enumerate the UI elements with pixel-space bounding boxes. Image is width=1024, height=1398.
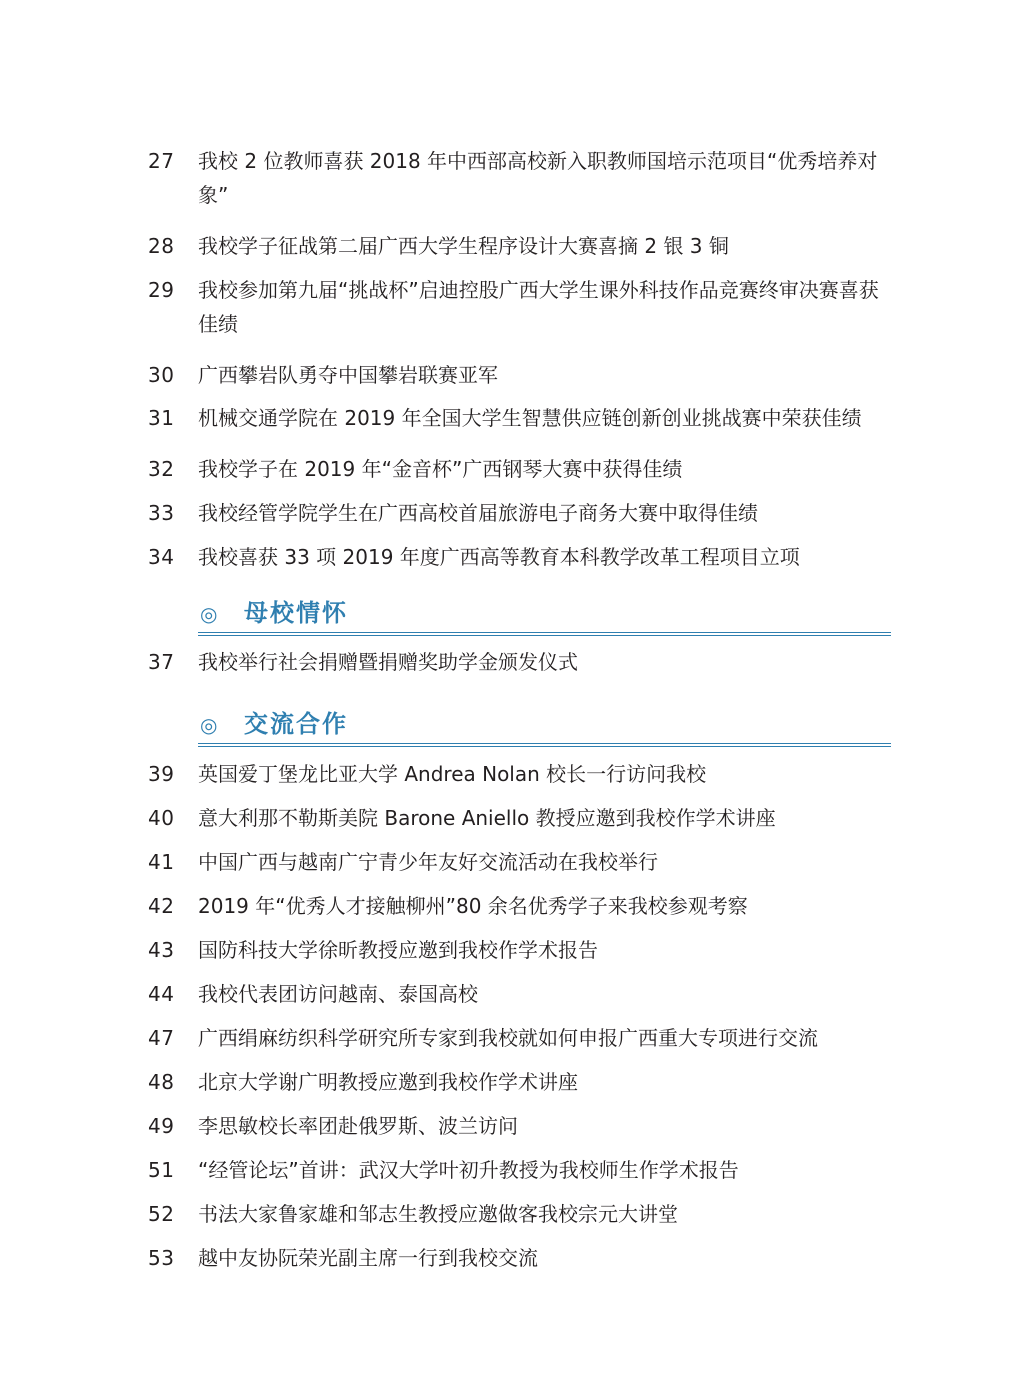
section-divider (198, 635, 891, 636)
toc-entry[interactable] (148, 1021, 898, 1055)
toc-entry[interactable] (148, 1153, 898, 1187)
entry-title: 我校喜获 33 项 2019 年度广西高等教育本科教学改革工程项目立项 (198, 545, 800, 569)
section-circle-icon: ◎ (200, 713, 218, 737)
entry-title: “经管论坛”首讲：武汉大学叶初升教授为我校师生作学术报告 (198, 1158, 739, 1182)
page-number: 33 (148, 501, 175, 525)
toc-entry[interactable] (148, 1197, 898, 1231)
toc-entry[interactable] (148, 1241, 898, 1275)
page-number: 34 (148, 545, 175, 569)
toc-entry[interactable] (148, 977, 898, 1011)
page-number: 53 (148, 1246, 175, 1270)
page-number: 43 (148, 938, 175, 962)
entry-title: 我校 2 位教师喜获 2018 年中西部高校新入职教师国培示范项目“优秀培养对象” (198, 149, 878, 207)
page-number: 27 (148, 149, 175, 173)
page-number: 31 (148, 406, 175, 430)
entry-title: 我校参加第九届“挑战杯”启迪控股广西大学生课外科技作品竞赛终审决赛喜获佳绩 (198, 278, 879, 336)
section-header-exchange (198, 707, 891, 747)
entry-title: 我校代表团访问越南、泰国高校 (198, 982, 478, 1006)
entry-title: 广西攀岩队勇夺中国攀岩联赛亚军 (198, 363, 498, 387)
page-number: 49 (148, 1114, 175, 1138)
entry-title: 机械交通学院在 2019 年全国大学生智慧供应链创新创业挑战赛中荣获佳绩 (198, 406, 862, 430)
toc-entry[interactable] (148, 801, 898, 835)
section-divider (198, 746, 891, 747)
entry-title: 李思敏校长率团赴俄罗斯、波兰访问 (198, 1114, 518, 1138)
section-header-alma-mater (198, 596, 891, 636)
entry-title: 北京大学谢广明教授应邀到我校作学术讲座 (198, 1070, 578, 1094)
toc-entry[interactable] (148, 1065, 898, 1099)
toc-entry[interactable] (148, 273, 898, 341)
page-number: 30 (148, 363, 175, 387)
toc-entry[interactable] (148, 229, 898, 263)
page-number: 29 (148, 278, 175, 302)
toc-entry[interactable] (148, 401, 898, 435)
section-divider (198, 743, 891, 744)
page-number: 48 (148, 1070, 175, 1094)
toc-entry[interactable] (148, 845, 898, 879)
page-number: 39 (148, 762, 175, 786)
section-divider (198, 632, 891, 633)
page-number: 41 (148, 850, 175, 874)
entry-title: 英国爱丁堡龙比亚大学 Andrea Nolan 校长一行访问我校 (198, 762, 707, 786)
toc-entry[interactable] (148, 358, 898, 392)
page-number: 51 (148, 1158, 175, 1182)
entry-title: 书法大家鲁家雄和邹志生教授应邀做客我校宗元大讲堂 (198, 1202, 678, 1226)
entry-title: 意大利那不勒斯美院 Barone Aniello 教授应邀到我校作学术讲座 (198, 806, 776, 830)
entry-title: 我校学子在 2019 年“金音杯”广西钢琴大赛中获得佳绩 (198, 457, 683, 481)
page-number: 40 (148, 806, 175, 830)
toc-entry[interactable] (148, 645, 898, 679)
toc-entry[interactable] (148, 757, 898, 791)
page-number: 47 (148, 1026, 175, 1050)
toc-entry[interactable] (148, 496, 898, 530)
toc-entry[interactable] (148, 540, 898, 574)
page-number: 44 (148, 982, 175, 1006)
page-number: 32 (148, 457, 175, 481)
toc-entry[interactable] (148, 889, 898, 923)
toc-entry[interactable] (148, 144, 898, 212)
toc-entry[interactable] (148, 933, 898, 967)
toc-entry[interactable] (148, 452, 898, 486)
entry-title: 广西绢麻纺织科学研究所专家到我校就如何申报广西重大专项进行交流 (198, 1026, 818, 1050)
section-title: 交流合作 (244, 709, 348, 738)
entry-title: 我校举行社会捐赠暨捐赠奖助学金颁发仪式 (198, 650, 578, 674)
toc-entry[interactable] (148, 1109, 898, 1143)
page-number: 42 (148, 894, 175, 918)
entry-title: 中国广西与越南广宁青少年友好交流活动在我校举行 (198, 850, 658, 874)
section-title: 母校情怀 (244, 598, 348, 627)
page-number: 52 (148, 1202, 175, 1226)
entry-title: 我校学子征战第二届广西大学生程序设计大赛喜摘 2 银 3 铜 (198, 234, 729, 258)
section-circle-icon: ◎ (200, 602, 218, 626)
entry-title: 2019 年“优秀人才接触柳州”80 余名优秀学子来我校参观考察 (198, 894, 748, 918)
page-number: 37 (148, 650, 175, 674)
entry-title: 越中友协阮荣光副主席一行到我校交流 (198, 1246, 538, 1270)
entry-title: 我校经管学院学生在广西高校首届旅游电子商务大赛中取得佳绩 (198, 501, 758, 525)
page-number: 28 (148, 234, 175, 258)
entry-title: 国防科技大学徐昕教授应邀到我校作学术报告 (198, 938, 598, 962)
